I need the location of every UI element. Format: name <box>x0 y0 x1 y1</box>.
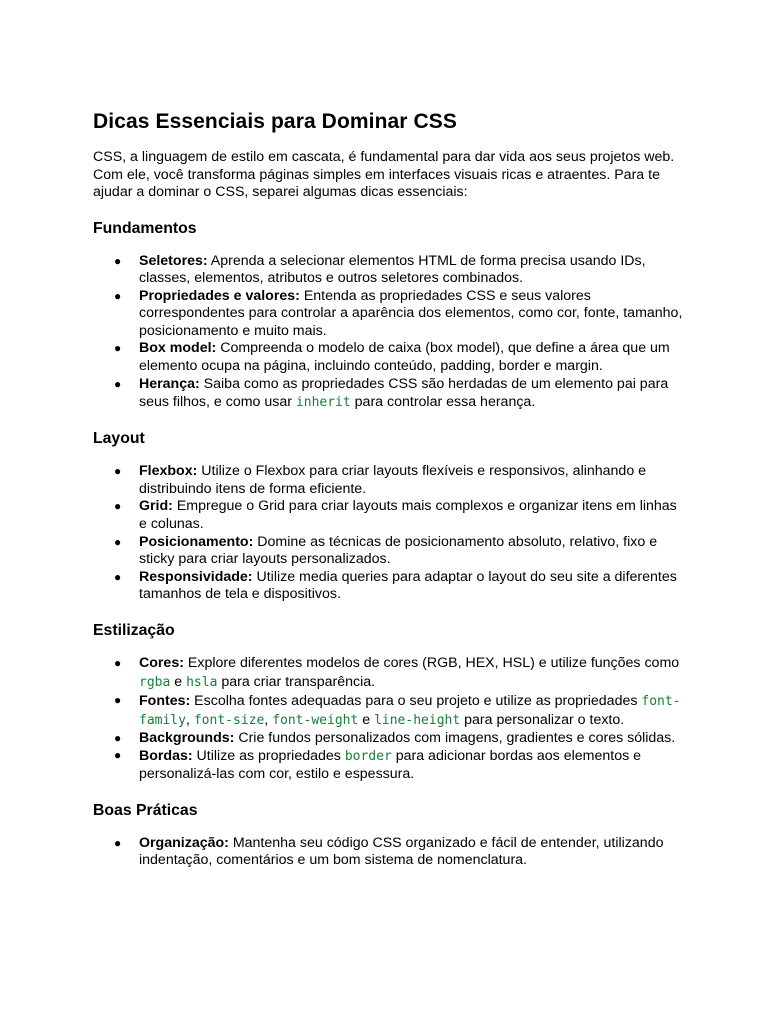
item-term: Backgrounds: <box>139 729 235 746</box>
item-text: Utilize media queries para adaptar o layout do seu site a diferentes tamanhos de tela e dispositivos. <box>139 568 677 603</box>
item-term: Box model: <box>139 340 217 357</box>
intro-paragraph: CSS, a linguagem de estilo em cascata, é fundamental para dar vida aos seus projetos web. Com ele, você transforma páginas simples em interfaces visuais ricas e atraentes. Para te ajudar a dominar o CSS, separei algumas dicas essenciais: <box>93 149 675 200</box>
list-item <box>93 288 683 341</box>
item-text: Saiba como as propriedades CSS são herdadas de um elemento pai para seus filhos, e como usar <box>139 375 669 411</box>
section-heading: Fundamentos <box>93 219 197 237</box>
code-snippet: font-weight <box>272 712 359 728</box>
item-term: Responsividade: <box>139 568 253 585</box>
item-term: Fontes: <box>139 692 191 709</box>
item-text: e <box>170 673 187 690</box>
item-text: e <box>358 711 375 728</box>
item-term: Herança: <box>139 375 200 392</box>
bullet-icon: ● <box>114 464 122 479</box>
bullet-list <box>93 655 683 784</box>
item-text: , <box>264 711 273 728</box>
item-term: Propriedades e valores: <box>139 287 300 304</box>
list-item <box>93 253 683 288</box>
bullet-icon: ● <box>114 835 122 850</box>
section-heading: Estilização <box>93 622 175 639</box>
bullet-icon: ● <box>114 376 122 391</box>
bullet-icon: ● <box>114 656 122 670</box>
list-item <box>93 747 683 784</box>
list-item <box>93 655 683 692</box>
section-boas-praticas <box>93 801 683 870</box>
list-item <box>93 730 683 748</box>
list-item <box>93 692 683 730</box>
item-text: Mantenha seu código CSS organizado e fácil de entender, utilizando indentação, comentários e um bom sistema de nomenclatura. <box>139 834 664 869</box>
section-estilizacao <box>93 621 683 784</box>
item-term: Grid: <box>139 498 173 515</box>
bullet-icon: ● <box>114 253 122 268</box>
list-item <box>93 534 683 569</box>
bullet-icon: ● <box>114 341 122 356</box>
code-snippet: hsla <box>186 674 218 690</box>
item-term: Seletores: <box>139 252 208 269</box>
page-title: Dicas Essenciais para Dominar CSS <box>93 110 457 133</box>
list-item <box>93 569 683 604</box>
list-item <box>93 835 683 870</box>
item-text: Domine as técnicas de posicionamento absoluto, relativo, fixo e sticky para criar layouts personalizados. <box>139 533 658 568</box>
bullet-icon: ● <box>114 534 122 549</box>
section-heading: Layout <box>93 430 145 448</box>
bullet-icon: ● <box>114 730 122 745</box>
item-text: Entenda as propriedades CSS e seus valores correspondentes para controlar a aparência dos elementos, como cor, fonte, tamanho, posicionamento e muito mais. <box>139 287 683 339</box>
item-term: Cores: <box>139 655 184 671</box>
item-term: Posicionamento: <box>139 533 254 550</box>
bullet-icon: ● <box>114 692 122 707</box>
item-text: Explore diferentes modelos de cores (RGB, HEX, HSL) e utilize funções como <box>183 655 680 671</box>
item-text: para criar transparência. <box>217 673 376 690</box>
document-page <box>93 108 683 870</box>
bullet-list <box>93 253 683 413</box>
code-snippet: border <box>344 749 392 765</box>
bullet-icon: ● <box>114 569 122 584</box>
item-text: Aprenda a selecionar elementos HTML de forma precisa usando IDs, classes, elementos, atributos e outros seletores combinados. <box>139 252 646 287</box>
item-text: Empregue o Grid para criar layouts mais complexos e organizar itens em linhas e colunas. <box>139 498 677 533</box>
code-snippet: font-size <box>193 712 265 728</box>
list-item <box>93 376 683 413</box>
list-item <box>93 498 683 533</box>
section-heading: Boas Práticas <box>93 801 198 819</box>
item-text: , <box>185 711 194 728</box>
list-item <box>93 463 683 498</box>
item-text: Crie fundos personalizados com imagens, gradientes e cores sólidas. <box>234 729 676 746</box>
list-item <box>93 340 683 375</box>
item-text: para controlar essa herança. <box>350 394 536 411</box>
item-text: para personalizar o texto. <box>460 711 625 728</box>
bullet-list <box>93 463 683 604</box>
bullet-icon: ● <box>114 748 122 763</box>
item-term: Organização: <box>139 834 229 851</box>
section-layout <box>93 429 683 604</box>
code-snippet: inherit <box>295 395 351 411</box>
item-term: Flexbox: <box>139 463 198 480</box>
item-text: Utilize as propriedades <box>192 748 345 765</box>
bullet-icon: ● <box>114 288 122 303</box>
item-text: Escolha fontes adequadas para o seu projeto e utilize as propriedades <box>190 692 642 709</box>
code-snippet: font-family <box>139 693 681 728</box>
item-text: para adicionar bordas aos elementos e personalizá-las com cor, estilo e espessura. <box>139 748 642 783</box>
item-term: Bordas: <box>139 748 193 765</box>
code-snippet: rgba <box>139 674 171 690</box>
section-fundamentos <box>93 219 683 413</box>
bullet-list <box>93 835 683 870</box>
item-text: Compreenda o modelo de caixa (box model), que define a área que um elemento ocupa na página, incluindo conteúdo, padding, border e margin. <box>139 340 670 375</box>
item-text: Utilize o Flexbox para criar layouts flexíveis e responsivos, alinhando e distribuindo itens de forma eficiente. <box>139 463 647 497</box>
code-snippet: line-height <box>374 712 461 728</box>
bullet-icon: ● <box>114 499 122 514</box>
